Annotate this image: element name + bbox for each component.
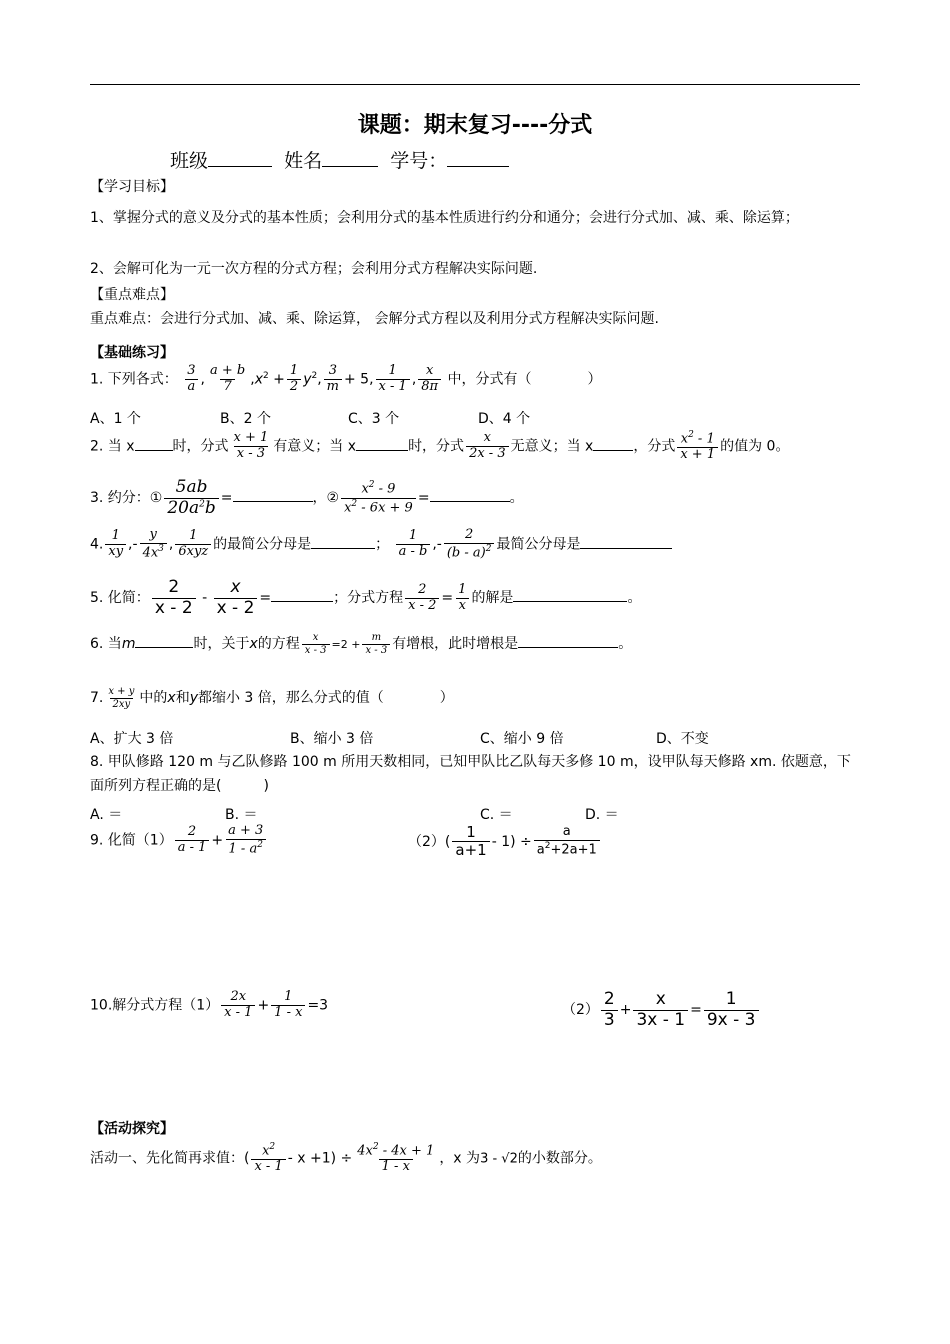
answer-blank[interactable] bbox=[135, 633, 193, 648]
answer-blank[interactable] bbox=[233, 487, 313, 502]
fraction: $\frac{1}{1 - x}$ bbox=[271, 990, 305, 1021]
fraction: $\frac{x + y}{2xy}$ bbox=[108, 686, 135, 710]
fraction: $\frac{1}{x - 1}$ bbox=[376, 364, 410, 395]
activity-1: 活动一、先化简再求值：( $\frac{x^2}{x - 1}$ - x +1) ÷ $\frac{4x^2 - 4x + 1}{1 - x}$ ，x 为3 - √2的小数部分。 bbox=[90, 1142, 602, 1175]
fraction: $\frac{x^2 - 1}{x + 1}$ bbox=[677, 430, 718, 463]
fraction: $\frac{2x}{x - 1}$ bbox=[221, 990, 255, 1021]
question-3: 3. 约分：① $\frac{5ab}{20a^2b}$ = ，② $\frac{x^2 - 9}{x^2 - 6x + 9}$ = 。 bbox=[90, 477, 524, 518]
q8-option-b: B. ＝ bbox=[225, 807, 258, 823]
key-points-text: 重点难点：会进行分式加、减、乘、除运算， 会解分式方程以及利用分式方程解决实际问题. bbox=[90, 311, 659, 327]
basic-heading: 【基础练习】 bbox=[90, 345, 174, 361]
fraction: $\frac{x}{2x - 3}$ bbox=[466, 431, 509, 462]
answer-blank[interactable] bbox=[593, 436, 633, 451]
answer-blank[interactable] bbox=[311, 534, 375, 549]
answer-blank[interactable] bbox=[513, 587, 627, 602]
fraction: $\frac{a + b}{7}$ bbox=[210, 363, 246, 394]
sqrt-expression: 3 - √2 bbox=[480, 1151, 518, 1167]
q7-option-c: C、缩小 9 倍 bbox=[480, 731, 564, 747]
fraction: $\frac{1}{a+1}$ bbox=[452, 824, 489, 860]
q7-option-d: D、不变 bbox=[656, 731, 709, 747]
fraction: $\frac{m}{x - 3}$ bbox=[362, 632, 390, 656]
fraction: $\frac{2}{a - 1}$ bbox=[175, 825, 210, 856]
fraction: $\frac{x}{x - 2}$ bbox=[214, 578, 258, 618]
fraction: $\frac{x + 1}{x - 3}$ bbox=[233, 430, 269, 462]
question-9-part-2: （2）( $\frac{1}{a+1}$ - 1) ÷ $\frac{a}{a^2+2a+1}$ bbox=[408, 824, 602, 860]
question-10-part-1: 10.解分式方程（1） $\frac{2x}{x - 1}$ + $\frac{1}{1 - x}$ =3 bbox=[90, 989, 329, 1020]
question-7: 7. $\frac{x + y}{2xy}$ 中的x和y都缩小 3 倍，那么分式的值（ ） bbox=[90, 686, 454, 710]
q1-option-a: A、1 个 bbox=[90, 411, 141, 427]
q8-option-c: C. ＝ bbox=[480, 807, 513, 823]
fraction: $\frac{3}{m}$ bbox=[324, 364, 342, 395]
fraction: $\frac{x}{x - 3}$ bbox=[302, 632, 330, 656]
fraction: $\frac{x^2}{x - 1}$ bbox=[251, 1142, 285, 1175]
fraction: $\frac{1}{xy}$ bbox=[105, 529, 126, 560]
name-label: 姓名 bbox=[284, 150, 323, 172]
number-blank[interactable] bbox=[447, 152, 509, 167]
activity-heading: 【活动探究】 bbox=[90, 1121, 174, 1137]
fraction: $\frac{y}{4x^3}$ bbox=[140, 528, 167, 561]
class-label: 班级 bbox=[170, 150, 209, 172]
fraction: $\frac{1}{\text{6xyz}}$ bbox=[175, 529, 211, 560]
goals-heading: 【学习目标】 bbox=[90, 179, 174, 195]
question-10-part-2: （2） $\frac{2}{3}$ + $\frac{x}{3x - 1}$ = $\frac{1}{9x - 3}$ bbox=[562, 990, 761, 1030]
answer-blank[interactable] bbox=[430, 487, 510, 502]
fraction: $\frac{x^2 - 9}{x^2 - 6x + 9}$ bbox=[341, 480, 416, 516]
q7-option-b: B、缩小 3 倍 bbox=[290, 731, 374, 747]
number-label: 学号： bbox=[390, 150, 448, 172]
question-8: 8. 甲队修路 120 m 与乙队修路 100 m 所用天数相同，已知甲队比乙队每天多修 10 m，设甲队每天修路 xm. 依题意，下面所列方程正确的是( ) bbox=[90, 754, 851, 794]
goal-item-2: 2、会解可化为一元一次方程的分式方程；会利用分式方程解决实际问题. bbox=[90, 261, 538, 277]
fraction: $\frac{1}{9x - 3}$ bbox=[704, 990, 759, 1030]
fraction: $\frac{4x^2 - 4x + 1}{1 - x}$ bbox=[357, 1142, 435, 1175]
fraction: $\frac{a + 3}{1 - a^2}$ bbox=[225, 824, 266, 857]
fraction: $\frac{3}{a}$ bbox=[184, 364, 198, 395]
answer-blank[interactable] bbox=[518, 633, 618, 648]
fraction: $\frac{2}{(b - a)^2}$ bbox=[444, 528, 495, 561]
q1-option-b: B、2 个 bbox=[220, 411, 271, 427]
fraction: $\frac{5ab}{20a^2b}$ bbox=[164, 478, 218, 518]
answer-blank[interactable] bbox=[580, 534, 672, 549]
page-title: 课题：期末复习----分式 bbox=[357, 113, 593, 138]
fraction: $\frac{a}{a^2+2a+1}$ bbox=[534, 825, 600, 858]
fraction: $\frac{2}{x - 2}$ bbox=[152, 578, 196, 618]
q1-option-d: D、4 个 bbox=[478, 411, 531, 427]
q7-option-a: A、扩大 3 倍 bbox=[90, 731, 174, 747]
q8-option-d: D. ＝ bbox=[585, 807, 619, 823]
fraction: $\frac{2}{3}$ bbox=[601, 990, 618, 1030]
answer-blank[interactable] bbox=[356, 436, 408, 451]
question-9-part-1: 9. 化简（1） $\frac{2}{a - 1}$ + $\frac{a + 3}{1 - a^2}$ bbox=[90, 824, 268, 857]
fraction: $\frac{1}{2}$ bbox=[287, 364, 301, 395]
top-rule bbox=[90, 84, 860, 85]
question-6: 6. 当m 时，关于x的方程 $\frac{x}{x - 3}$ =2 + $\frac{m}{x - 3}$ 有增根，此时增根是 。 bbox=[90, 632, 633, 656]
goal-item-1: 1、掌握分式的意义及分式的基本性质；会利用分式的基本性质进行约分和通分；会进行分式加、减、乘、除运算； bbox=[90, 210, 799, 226]
name-blank[interactable] bbox=[322, 152, 378, 167]
student-info bbox=[170, 146, 509, 173]
fraction: $\frac{2}{x - 2}$ bbox=[405, 583, 439, 614]
fraction: $\frac{x}{8\pi}$ bbox=[418, 364, 441, 395]
class-blank[interactable] bbox=[208, 152, 272, 167]
fraction: $\frac{x}{3x - 1}$ bbox=[633, 990, 688, 1030]
question-4: 4. $\frac{1}{xy}$ ,- $\frac{y}{4x^3}$ , $\frac{1}{\text{6xyz}}$ 的最简公分母是 ； $\frac{1}{a - b}$ ,- $\frac{2}{(b - a)^2}$ 最简公分母是 bbox=[90, 528, 672, 561]
fraction: $\frac{1}{a - b}$ bbox=[396, 529, 431, 560]
key-points-heading: 【重点难点】 bbox=[90, 287, 174, 303]
q8-option-a: A. ＝ bbox=[90, 807, 123, 823]
fraction: $\frac{1}{x}$ bbox=[455, 583, 469, 614]
answer-blank[interactable] bbox=[135, 436, 173, 451]
question-1: 1. 下列各式： $\frac{3}{a}$ , $\frac{a + b}{7}$ $,x^2$ + $\frac{1}{2}$ $y^2$, $\frac{3}{m}$ + 5, $\frac{1}{x - 1}$ , $\frac{x}{8\pi}$ 中，分式有（ ） bbox=[90, 363, 602, 394]
answer-blank[interactable] bbox=[271, 587, 333, 602]
q1-option-c: C、3 个 bbox=[348, 411, 400, 427]
question-5: 5. 化简： $\frac{2}{x - 2}$ - $\frac{x}{x - 2}$ = ；分式方程 $\frac{2}{x - 2}$ = $\frac{1}{x}$ 的解是 。 bbox=[90, 577, 642, 618]
question-2: 2. 当 x 时，分式 $\frac{x + 1}{x - 3}$ 有意义；当 x 时，分式 $\frac{x}{2x - 3}$ 无意义；当 x ，分式 $\frac{x^2 - 1}{x + 1}$ 的值为 0。 bbox=[90, 430, 790, 463]
